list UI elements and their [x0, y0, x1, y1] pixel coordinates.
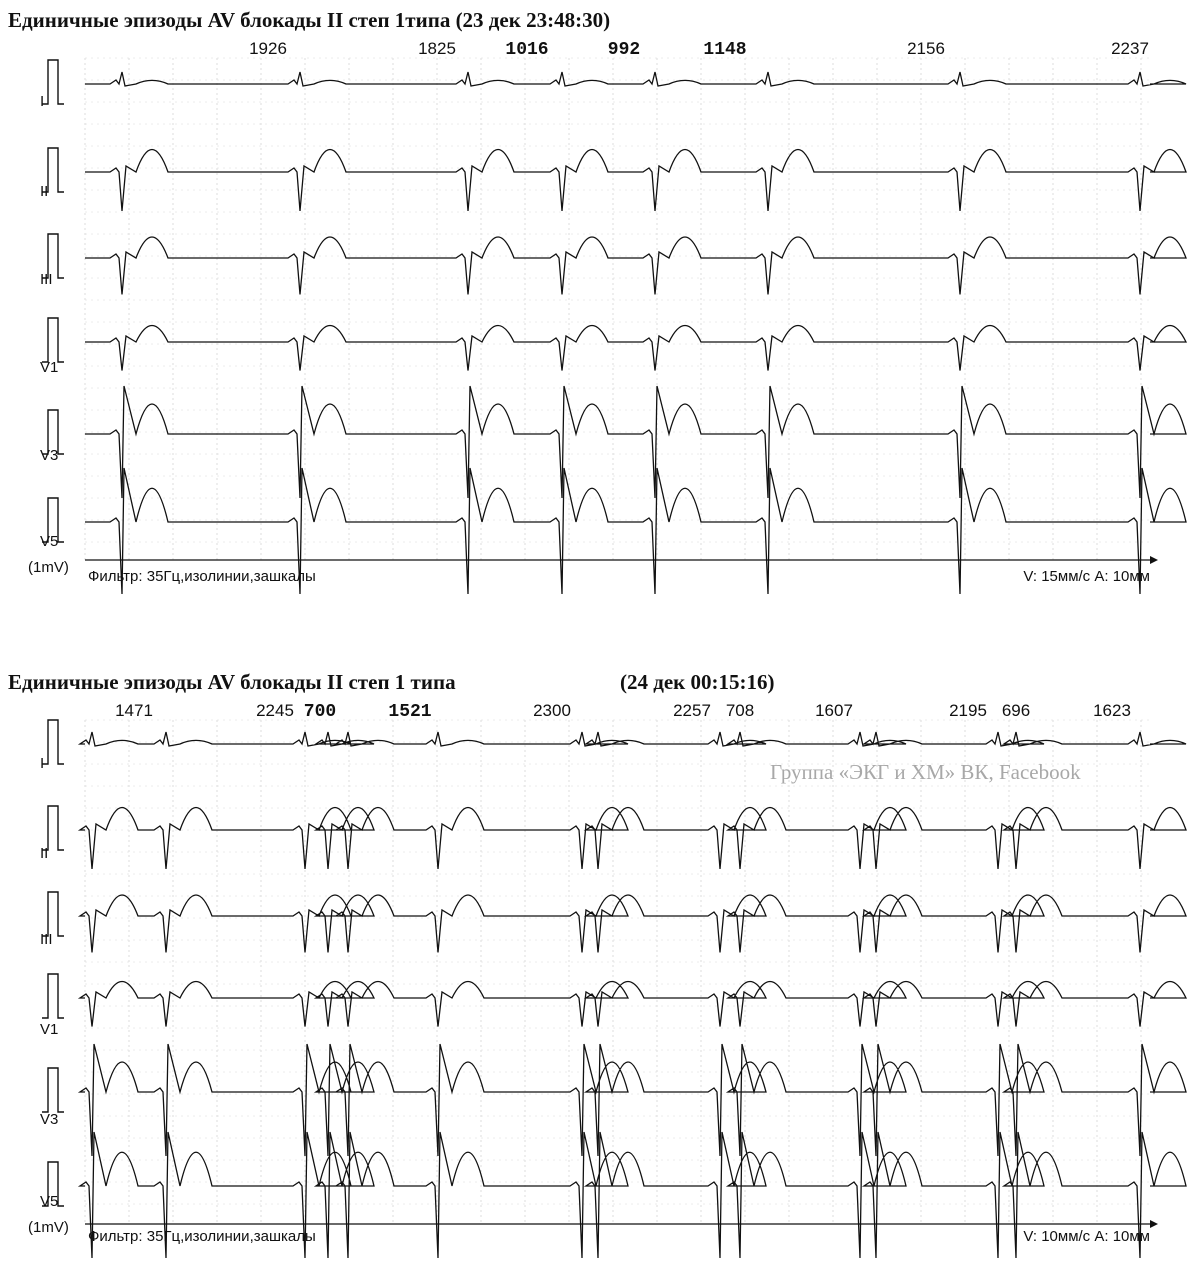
lead-label: V3	[40, 447, 59, 464]
rr-interval-label: 1926	[249, 39, 287, 58]
rr-interval-label: 992	[607, 40, 641, 60]
speed-amplitude-label: V: 15мм/с A: 10мм	[1023, 568, 1150, 585]
filter-label: Фильтр: 35Гц,изолинии,зашкалы	[88, 1228, 316, 1245]
lead-label: V1	[40, 1021, 59, 1038]
lead-label: I	[40, 755, 45, 772]
rr-interval-label: 1825	[418, 39, 456, 58]
ecg-strip-1	[0, 36, 1200, 596]
calibration-pulse	[42, 720, 64, 764]
rr-interval-label: 1607	[815, 701, 853, 720]
strip-2-title: Единичные эпизоды AV блокады II степ 1 типа	[8, 670, 456, 694]
rr-interval-label: 2237	[1111, 39, 1149, 58]
ecg-trace-V1	[80, 982, 1186, 1027]
ecg-trace-V1	[85, 326, 1186, 371]
rr-interval-label: 1623	[1093, 701, 1131, 720]
lead-label: V5	[40, 533, 59, 550]
strip-1-title: Единичные эпизоды AV блокады II степ 1типа (23 дек 23:48:30)	[8, 8, 611, 32]
rr-interval-label: 708	[725, 701, 755, 720]
ecg-trace-I	[85, 72, 1186, 86]
strip-2-time: (24 дек 00:15:16)	[620, 670, 775, 694]
calibration-label: (1mV)	[28, 1219, 69, 1236]
lead-label: V1	[40, 359, 59, 376]
rr-interval-label: 696	[1001, 701, 1031, 720]
filter-label: Фильтр: 35Гц,изолинии,зашкалы	[88, 568, 316, 585]
time-axis-arrow	[1150, 556, 1158, 564]
ecg-grid	[85, 58, 1150, 560]
ecg-trace-II	[80, 808, 1186, 870]
lead-label: V3	[40, 1111, 59, 1128]
time-axis-arrow	[1150, 1220, 1158, 1228]
rr-interval-label: 2257	[673, 701, 711, 720]
rr-interval-label: 700	[303, 702, 337, 722]
lead-label: V5	[40, 1193, 59, 1210]
rr-interval-label: 2245	[256, 701, 294, 720]
lead-label: II	[40, 183, 49, 200]
speed-amplitude-label: V: 10мм/с A: 10мм	[1023, 1228, 1150, 1245]
calibration-label: (1mV)	[28, 559, 69, 576]
rr-interval-label: 1471	[115, 701, 153, 720]
lead-label: III	[40, 931, 53, 948]
calibration-pulse	[42, 318, 64, 362]
rr-interval-label: 1016	[505, 40, 549, 60]
ecg-trace-V3	[85, 386, 1186, 498]
rr-interval-label: 1148	[703, 40, 747, 60]
lead-label: I	[40, 93, 45, 110]
rr-interval-label: 2300	[533, 701, 571, 720]
calibration-pulse	[42, 892, 64, 936]
ecg-trace-I	[80, 732, 1186, 746]
calibration-pulse	[42, 1068, 64, 1112]
lead-label: III	[40, 271, 53, 288]
calibration-pulse	[42, 806, 64, 850]
ecg-grid	[85, 720, 1150, 1224]
watermark: Группа «ЭКГ и ХМ» ВК, Facebook	[770, 760, 1081, 784]
calibration-pulse	[42, 974, 64, 1018]
lead-label: II	[40, 845, 49, 862]
ecg-trace-II	[85, 150, 1186, 212]
rr-interval-label: 2156	[907, 39, 945, 58]
ecg-trace-III	[85, 237, 1186, 294]
calibration-pulse	[42, 60, 64, 104]
rr-interval-label: 1521	[388, 702, 432, 722]
rr-interval-label: 2195	[949, 701, 987, 720]
ecg-trace-III	[80, 895, 1186, 952]
